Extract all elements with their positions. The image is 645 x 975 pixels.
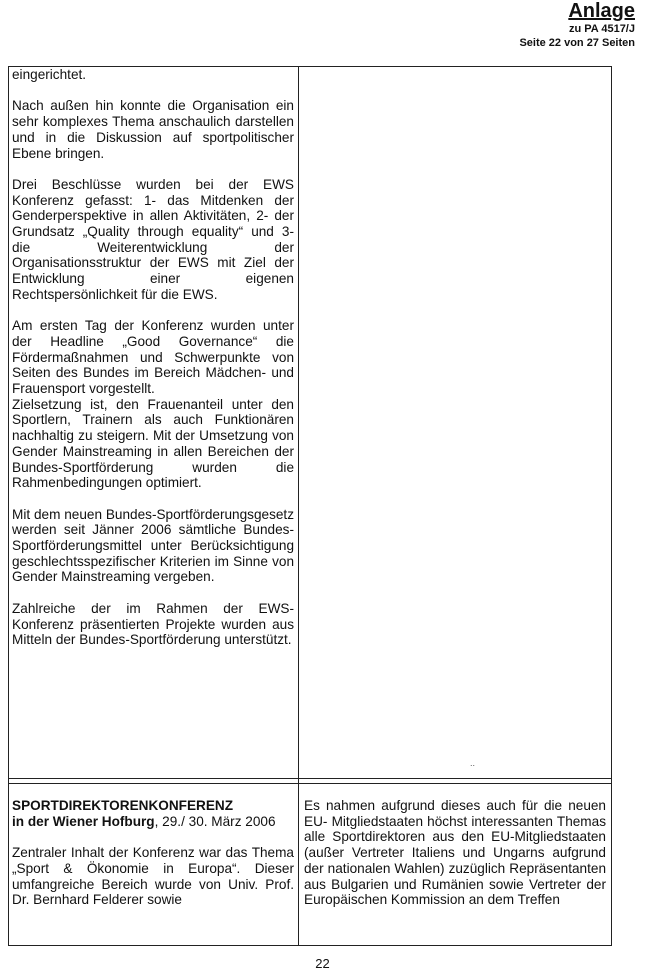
row2-left-cell bbox=[12, 798, 294, 908]
paragraph-3: Drei Beschlüsse wurden bei der EWS Konferenz gefasst: 1- das Mitdenken der Genderperspektive in allen Aktivitäten, 2- der Grundsatz „Quality through equality“ und 3- die Weiterentwicklung der Organisationsstruktur der EWS mit Ziel der Entwicklung einer eigenen Rechtspersönlichkeit für die EWS. bbox=[12, 176, 294, 302]
section-text-right: Es nahmen aufgrund dieses auch für die neuen EU- Mitgliedstaaten höchst interessanten Themas alle Sportdirektoren aus den EU-Mitgliedstaaten (außer Vertreter Italiens und Ungarns aufgrund der nationalen Wahlen) zuzüglich Repräsentanten aus Bulgarien und Rumänien sowie Vertreter der Europäischen Kommission an dem Treffen bbox=[304, 798, 606, 908]
column-divider bbox=[298, 67, 299, 778]
header-reference: zu PA 4517/J bbox=[568, 23, 635, 35]
section-subheading bbox=[12, 814, 294, 830]
row1-left-cell bbox=[12, 67, 294, 664]
paragraph-7: Zahlreiche der im Rahmen der EWS-Konferenz präsentierten Projekte wurden aus Mitteln der Bundes-Sportförderung unterstützt. bbox=[12, 600, 294, 648]
page-header bbox=[519, 0, 635, 50]
subheading-date: , 29./ 30. März 2006 bbox=[154, 813, 276, 829]
section-heading: SPORTDIREKTORENKONFERENZ bbox=[12, 798, 234, 813]
header-page-info: Seite 22 von 27 Seiten bbox=[519, 37, 635, 49]
paragraph-1: eingerichtet. bbox=[12, 67, 87, 82]
column-divider bbox=[298, 784, 299, 945]
column-divider bbox=[298, 779, 299, 783]
scan-mark: .. bbox=[470, 758, 476, 768]
paragraph-4: Am ersten Tag der Konferenz wurden unter der Headline „Good Governance“ die Fördermaßnahmen und Schwerpunkte von Seiten des Bundes im Bereich Mädchen- und Frauensport vorgestellt. bbox=[12, 318, 294, 397]
page-number: 22 bbox=[315, 956, 330, 971]
subheading-location: in der Wiener Hofburg bbox=[12, 813, 155, 829]
table-row-1 bbox=[8, 66, 612, 778]
paragraph-6: Mit dem neuen Bundes-Sportförderungsgesetz werden seit Jänner 2006 sämtliche Bundes-Sportförderungsmittel unter Berücksichtigung geschlechtsspezifischer Kriterien im Sinne von Gender Mainstreaming vergeben. bbox=[12, 506, 294, 585]
header-title: Anlage bbox=[568, 0, 635, 22]
paragraph-5: Zielsetzung ist, den Frauenanteil unter den Sportlern, Trainern als auch Funktionären nachhaltig zu steigern. Mit der Umsetzung von Gender Mainstreaming in allen Bereichen der Bundes-Sportförderung wurden die Rahmenbedingungen optimiert. bbox=[12, 396, 294, 491]
table-row-2 bbox=[8, 784, 612, 946]
section-text: Zentraler Inhalt der Konferenz war das Thema „Sport & Ökonomie in Europa“. Dieser umfangreiche Bereich wurde von Univ. Prof. Dr. Bernhard Felderer sowie bbox=[12, 845, 294, 908]
row2-right-cell bbox=[304, 798, 606, 908]
paragraph-2: Nach außen hin konnte die Organisation ein sehr komplexes Thema anschaulich darstellen und in die Diskussion auf sportpolitischer Ebene bringen. bbox=[12, 98, 294, 161]
